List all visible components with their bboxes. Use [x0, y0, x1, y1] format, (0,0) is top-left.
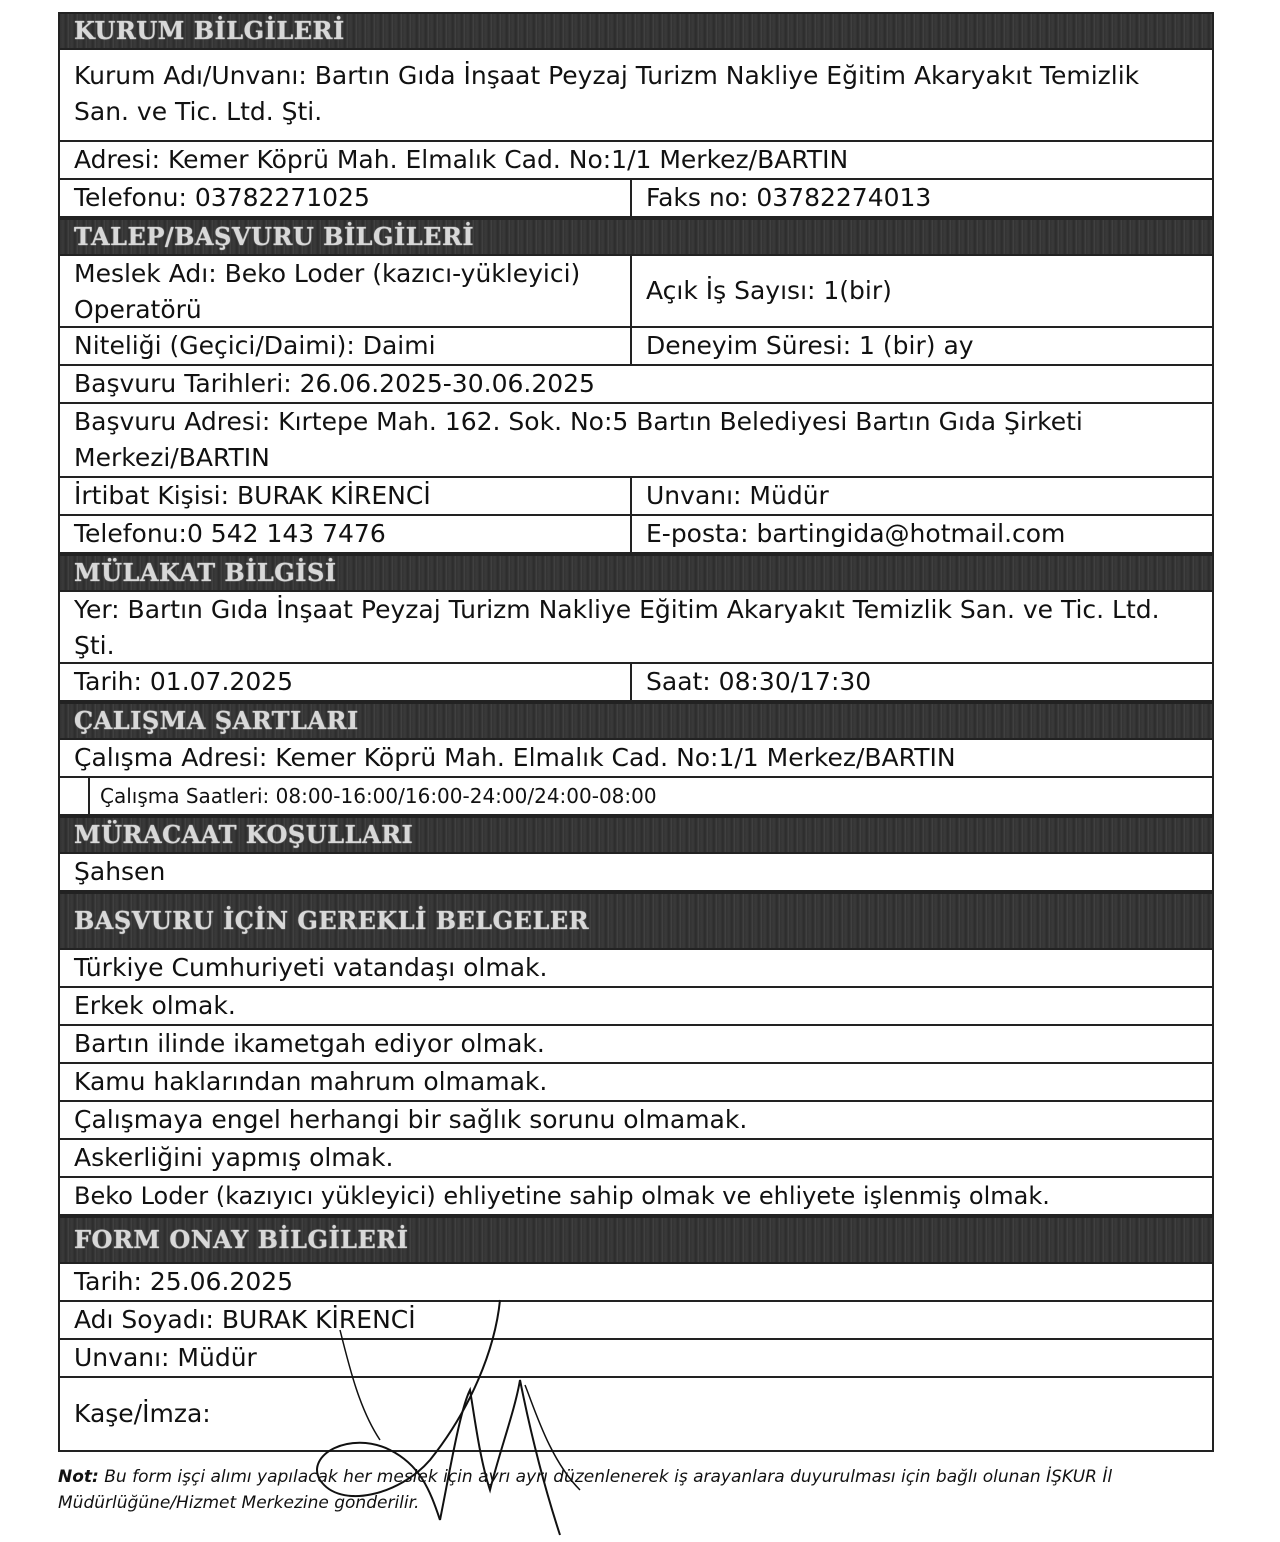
- section-title: MÜRACAAT KOŞULLARI: [74, 820, 414, 849]
- belge-item-6: [58, 1140, 1214, 1178]
- row-onay-tarih: [58, 1264, 1214, 1302]
- section-title: BAŞVURU İÇİN GEREKLİ BELGELER: [74, 906, 590, 935]
- section-title: TALEP/BAŞVURU BİLGİLERİ: [74, 222, 475, 251]
- row-basvuru-adresi: [58, 404, 1214, 478]
- calisma-saatleri: Çalışma Saatleri: 08:00-16:00/16:00-24:00/24:00-08:00: [60, 778, 1212, 814]
- kase-imza-label: Kaşe/İmza:: [74, 1399, 211, 1428]
- belge-text: Türkiye Cumhuriyeti vatandaşı olmak.: [74, 953, 548, 982]
- belge-item-7: [58, 1178, 1214, 1216]
- row-mulakat-zaman: [58, 664, 1214, 702]
- section-title: ÇALIŞMA ŞARTLARI: [74, 706, 359, 735]
- section-header-talep: [58, 218, 1214, 256]
- belge-item-2: [58, 988, 1214, 1026]
- section-header-muracaat: [58, 816, 1214, 854]
- onay-tarih: Tarih: 25.06.2025: [74, 1267, 294, 1296]
- kurum-faks: Faks no: 03782274013: [646, 183, 932, 212]
- belge-item-1: [58, 950, 1214, 988]
- irtibat-unvan: Unvanı: Müdür: [646, 481, 829, 510]
- row-nitelik: [58, 328, 1214, 366]
- calisma-adresi: Çalışma Adresi: Kemer Köprü Mah. Elmalık Cad. No:1/1 Merkez/BARTIN: [74, 743, 956, 772]
- row-onay-unvan: [58, 1340, 1214, 1378]
- mulakat-tarih: Tarih: 01.07.2025: [60, 664, 632, 700]
- irtibat-kisisi: İrtibat Kişisi: BURAK KİRENCİ: [60, 478, 632, 514]
- muracaat-kosulu: Şahsen: [74, 857, 166, 886]
- row-muracaat: [58, 854, 1214, 892]
- nitelik: Niteliği (Geçici/Daimi): Daimi: [60, 328, 632, 364]
- row-irtibat: [58, 478, 1214, 516]
- note-text: Bu form işçi alımı yapılacak her meslek için ayrı ayrı düzenlenerek iş arayanlara duyurulması için bağlı olunan İŞKUR İl Müdürlüğüne/Hizmet Merkezine gönderilir.: [58, 1467, 1113, 1513]
- row-onay-imza: [58, 1378, 1214, 1452]
- note-label: Not:: [58, 1467, 99, 1487]
- belge-text: Çalışmaya engel herhangi bir sağlık sorunu olmamak.: [74, 1105, 748, 1134]
- row-kurum-adi: [58, 50, 1214, 142]
- deneyim-suresi: Deneyim Süresi: 1 (bir) ay: [646, 331, 974, 360]
- belge-item-5: [58, 1102, 1214, 1140]
- row-calisma-adresi: [58, 740, 1214, 778]
- belge-text: Beko Loder (kazıyıcı yükleyici) ehliyetine sahip olmak ve ehliyete işlenmiş olmak.: [74, 1182, 1050, 1210]
- row-kurum-iletisim: [58, 180, 1214, 218]
- basvuru-tarihleri: Başvuru Tarihleri: 26.06.2025-30.06.2025: [74, 369, 595, 398]
- kurum-adres: Adresi: Kemer Köprü Mah. Elmalık Cad. No:1/1 Merkez/BARTIN: [74, 145, 849, 174]
- section-header-calisma: [58, 702, 1214, 740]
- onay-adi-soyadi: Adı Soyadı: BURAK KİRENCİ: [74, 1305, 416, 1334]
- belge-text: Bartın ilinde ikametgah ediyor olmak.: [74, 1029, 545, 1058]
- row-kurum-adres: [58, 142, 1214, 180]
- kurum-telefon: Telefonu: 03782271025: [60, 180, 632, 216]
- row-onay-adi: [58, 1302, 1214, 1340]
- section-header-kurum: [58, 12, 1214, 50]
- section-title: KURUM BİLGİLERİ: [74, 16, 345, 45]
- belge-item-4: [58, 1064, 1214, 1102]
- footer-note: [58, 1464, 1230, 1516]
- acik-is-sayisi: Açık İş Sayısı: 1(bir): [646, 276, 892, 305]
- irtibat-eposta: E-posta: bartingida@hotmail.com: [646, 519, 1066, 548]
- section-title: FORM ONAY BİLGİLERİ: [74, 1225, 409, 1254]
- section-header-mulakat: [58, 554, 1214, 592]
- meslek-adi: Meslek Adı: Beko Loder (kazıcı-yükleyici) Operatörü: [60, 256, 632, 326]
- mulakat-yer: Yer: Bartın Gıda İnşaat Peyzaj Turizm Nakliye Eğitim Akaryakıt Temizlik San. ve Tic. Ltd. Şti.: [74, 595, 1160, 660]
- row-calisma-saatleri: [58, 778, 1214, 816]
- section-header-onay: [58, 1216, 1214, 1264]
- row-meslek: [58, 256, 1214, 328]
- belge-text: Kamu haklarından mahrum olmamak.: [74, 1067, 548, 1096]
- section-header-belgeler: [58, 892, 1214, 950]
- row-mulakat-yer: [58, 592, 1214, 664]
- belge-text: Erkek olmak.: [74, 991, 236, 1020]
- section-title: MÜLAKAT BİLGİSİ: [74, 558, 337, 587]
- row-irtibat-iletisim: [58, 516, 1214, 554]
- kurum-adi: Kurum Adı/Unvanı: Bartın Gıda İnşaat Peyzaj Turizm Nakliye Eğitim Akaryakıt Temizlik San. ve Tic. Ltd. Şti.: [74, 61, 1140, 126]
- belge-item-3: [58, 1026, 1214, 1064]
- row-basvuru-tarihleri: [58, 366, 1214, 404]
- onay-unvan: Unvanı: Müdür: [74, 1343, 257, 1372]
- irtibat-telefon: Telefonu:0 542 143 7476: [60, 516, 632, 552]
- job-form: [58, 12, 1214, 1452]
- mulakat-saat: Saat: 08:30/17:30: [646, 667, 872, 696]
- belge-text: Askerliğini yapmış olmak.: [74, 1143, 394, 1172]
- basvuru-adresi: Başvuru Adresi: Kırtepe Mah. 162. Sok. No:5 Bartın Belediyesi Bartın Gıda Şirketi Merkezi/BARTIN: [74, 407, 1083, 472]
